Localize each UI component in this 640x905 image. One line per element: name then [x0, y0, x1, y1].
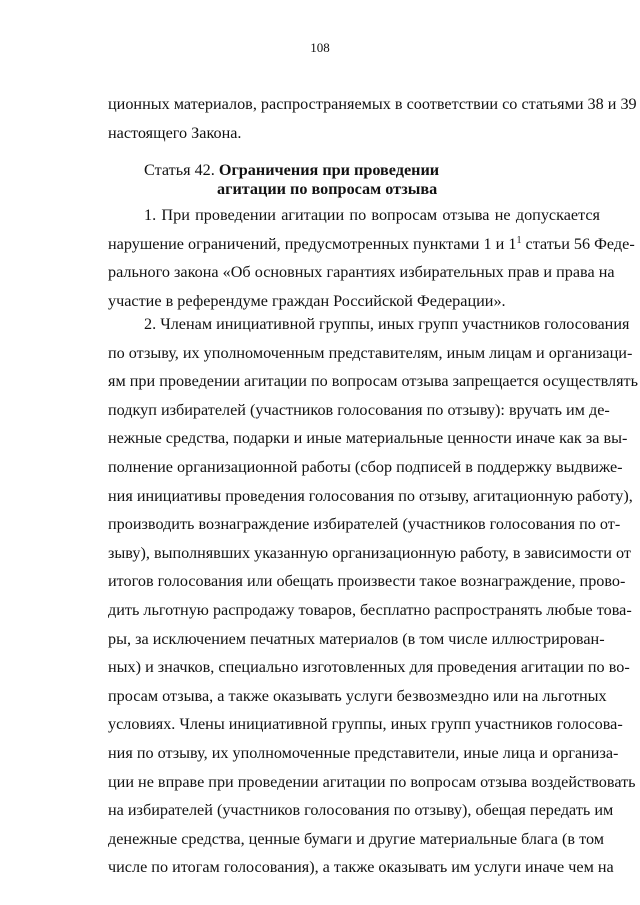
text-line: полнение организационной работы (сбор подписей в поддержку выдвиже- — [108, 457, 623, 476]
text-fragment: статьи 56 Феде- — [521, 234, 635, 253]
text-line: числе по итогам голосования), а также оказывать им услуги иначе чем на — [108, 858, 614, 877]
paragraph-1 — [108, 201, 635, 315]
text-line: участие в референдуме граждан Российской Федерации». — [108, 291, 506, 310]
text-line: дить льготную распродажу товаров, бесплатно распространять любые това- — [108, 600, 632, 619]
superscript: 1 — [516, 234, 522, 246]
text-line: ных) и значков, специально изготовленных для проведения агитации по во- — [108, 658, 630, 677]
text-line: зыву), выполнявших указанную организационную работу, в зависимости от — [108, 543, 631, 562]
text-line: ям при проведении агитации по вопросам отзыва запрещается осуществлять — [108, 372, 639, 391]
text-line: условиях. Члены инициативной группы, иных групп участников голосова- — [108, 715, 623, 734]
text-line: подкуп избирателей (участников голосования по отзыву): вручать им де- — [108, 400, 610, 419]
text-line: производить вознаграждение избирателей (участников голосования по от- — [108, 515, 621, 534]
text-fragment: нарушение ограничений, предусмотренных пунктами 1 и 1 — [108, 234, 517, 253]
text-line: просам отзыва, а также оказывать услуги безвозмездно или на льготных — [108, 686, 607, 705]
article-title-part-2: агитации по вопросам отзыва — [217, 180, 438, 198]
intro-paragraph — [108, 90, 637, 147]
article-number: Статья 42. — [144, 161, 215, 179]
text-line: ции не вправе при проведении агитации по вопросам отзыва воздействовать — [108, 772, 636, 791]
text-line: ционных материалов, распространяемых в соответствии со статьями 38 и 39 — [108, 95, 637, 113]
article-title-part-1: Ограничения при проведении — [218, 161, 440, 179]
paragraph-2 — [108, 310, 639, 882]
text-line: итогов голосования или обещать произвести такое вознаграждение, прово- — [108, 572, 626, 591]
text-line-with-superscript — [108, 230, 635, 259]
article-heading — [144, 161, 600, 199]
text-line: денежные средства, ценные бумаги и другие материальные блага (в том — [108, 829, 604, 848]
text-line: ния по отзыву, их уполномоченные представители, иные лица и организа- — [108, 743, 619, 762]
text-line: 1. При проведении агитации по вопросам отзыва не допускается — [144, 206, 600, 224]
text-line: 2. Членам инициативной группы, иных групп участников голосования — [144, 315, 630, 333]
text-line: по отзыву, их уполномоченным представителям, иным лицам и организаци- — [108, 343, 633, 362]
page-number: 108 — [310, 40, 330, 55]
text-line: настоящего Закона. — [108, 123, 242, 142]
text-line: ры, за исключением печатных материалов (в том числе иллюстрирован- — [108, 629, 605, 648]
text-line: рального закона «Об основных гарантиях избирательных прав и права на — [108, 263, 615, 282]
text-line: нежные средства, подарки и иные материальные ценности иначе как за вы- — [108, 429, 628, 448]
text-line: ния инициативы проведения голосования по отзыву, агитационную работу), — [108, 486, 633, 505]
article-heading-line-1 — [144, 161, 600, 180]
text-line: на избирателей (участников голосования по отзыву), обещая передать им — [108, 801, 614, 820]
